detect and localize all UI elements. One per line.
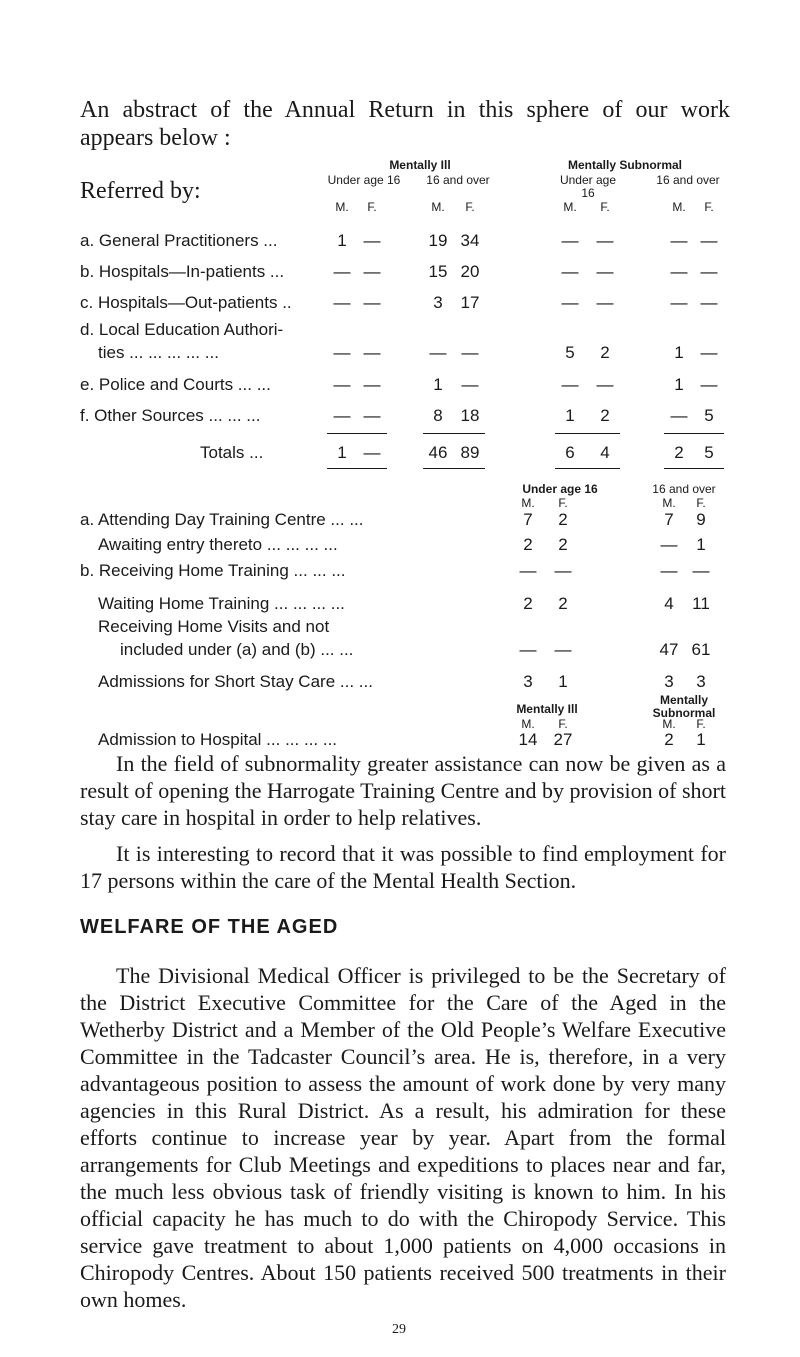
table-cell: — xyxy=(461,375,479,394)
m-label: M. xyxy=(563,200,577,214)
section-heading: WELFARE OF THE AGED xyxy=(80,916,339,938)
table-cell: 5 xyxy=(704,406,714,425)
m-label: M. xyxy=(672,200,686,214)
table-cell: 1 xyxy=(558,672,568,691)
table-cell: 7 xyxy=(664,510,674,529)
table-cell: 2 xyxy=(674,443,684,462)
m-label: M. xyxy=(335,200,349,214)
col-header-under16: Under age 16 xyxy=(522,482,598,496)
table-cell: — xyxy=(660,535,678,554)
table-cell: — xyxy=(363,443,381,462)
table-cell: — xyxy=(363,231,381,250)
table-row-label: b. Hospitals—In-patients ... xyxy=(80,262,285,281)
table-cell: — xyxy=(363,375,381,394)
table-cell: 15 xyxy=(428,262,448,281)
table-cell: — xyxy=(561,262,579,281)
table-cell: 20 xyxy=(460,262,480,281)
table-cell: — xyxy=(700,293,718,312)
table-cell: — xyxy=(670,406,688,425)
table-cell: 1 xyxy=(337,231,347,250)
table-cell: — xyxy=(363,406,381,425)
page-number: 29 xyxy=(392,1322,406,1337)
total-rule xyxy=(555,468,620,469)
table-cell: 19 xyxy=(428,231,448,250)
table-cell: 1 xyxy=(433,375,443,394)
table-cell: — xyxy=(363,293,381,312)
referred-label: Referred by: xyxy=(80,178,201,204)
table-cell: — xyxy=(670,262,688,281)
table-cell: 89 xyxy=(460,443,480,462)
table-row-label: f. Other Sources ... ... ... xyxy=(80,406,261,425)
f-label: F. xyxy=(704,200,714,214)
table-cell: 5 xyxy=(565,343,575,362)
intro-text: An abstract of the Annual Return in this sphere of our work appears below : xyxy=(80,97,730,151)
f-label: F. xyxy=(558,496,568,510)
table-cell: 27 xyxy=(553,730,573,749)
table-cell: 4 xyxy=(664,594,674,613)
table-row-label: c. Hospitals—Out-patients .. xyxy=(80,293,292,312)
table-cell: 1 xyxy=(337,443,347,462)
table-row-label: d. Local Education Authori- xyxy=(80,320,284,339)
hospital-header-subnormal: Mentally Subnormal xyxy=(652,693,716,720)
table-cell: — xyxy=(596,231,614,250)
table-cell: — xyxy=(519,640,537,659)
total-rule xyxy=(327,433,387,434)
table-cell: 3 xyxy=(664,672,674,691)
table-cell: — xyxy=(700,262,718,281)
total-rule xyxy=(664,433,724,434)
table-row-label: e. Police and Courts ... ... xyxy=(80,375,271,394)
table-cell: 2 xyxy=(523,594,533,613)
m-label: M. xyxy=(662,496,676,510)
table-cell: 1 xyxy=(696,535,706,554)
table-cell: 3 xyxy=(523,672,533,691)
table-cell: 8 xyxy=(433,406,443,425)
table-cell: 1 xyxy=(565,406,575,425)
table-row-label: Awaiting entry thereto ... ... ... ... xyxy=(98,535,338,554)
table-cell: — xyxy=(670,293,688,312)
table-cell: 18 xyxy=(460,406,480,425)
table-cell: 47 xyxy=(659,640,679,659)
table-cell: 61 xyxy=(691,640,711,659)
col-header-sub-16over: 16 and over xyxy=(656,173,720,187)
table-row-label-cont: ties ... ... ... ... ... xyxy=(98,343,219,362)
table-row-label: a. Attending Day Training Centre ... ... xyxy=(80,510,364,529)
hospital-row-label: Admission to Hospital ... ... ... ... xyxy=(98,730,338,749)
section-paragraph: The Divisional Medical Officer is privileged to be the Secretary of the District Executive Committee for the Care of the Aged in the Wetherby District and a Member of the Old People’s Welfare Executive Committee in the Tadcaster Council’s area. He is, therefore, in a very advantageous position to assess the amount of work done by very many agencies in this Rural District. As a result, his admiration for these efforts continue to increase year by year. Apart from the formal arrangements for Club Meetings and expeditions to places near and far, the much less obvious task of friendly visiting is known to him. In his official capacity he has much to do with the Chiropody Service. This service gave treatment to about 1,000 patients on 4,000 occasions in Chiropody Centres. About 150 patients received 500 treatments in their own homes. xyxy=(80,963,726,1312)
col-header-16over: 16 and over xyxy=(652,482,716,496)
table-cell: 1 xyxy=(674,375,684,394)
total-rule xyxy=(423,433,485,434)
table-cell: — xyxy=(700,231,718,250)
table-cell: — xyxy=(333,343,351,362)
table-cell: — xyxy=(461,343,479,362)
table-cell: 2 xyxy=(558,535,568,554)
table-cell: 14 xyxy=(518,730,538,749)
table-cell: — xyxy=(561,293,579,312)
table-cell: — xyxy=(554,640,572,659)
table-cell: — xyxy=(333,262,351,281)
table-cell: — xyxy=(660,561,678,580)
table-cell: — xyxy=(333,293,351,312)
table-cell: 6 xyxy=(565,443,575,462)
table-cell: — xyxy=(700,375,718,394)
total-rule xyxy=(555,433,620,434)
group-header-subnormal: Mentally Subnormal xyxy=(567,158,683,172)
table-cell: — xyxy=(363,262,381,281)
table-cell: 46 xyxy=(428,443,448,462)
table-row-label: b. Receiving Home Training ... ... ... xyxy=(80,561,346,580)
table-cell: 2 xyxy=(600,343,610,362)
table-row-label: Receiving Home Visits and not xyxy=(98,617,330,636)
col-header-sub-under16: Under age 16 xyxy=(559,173,617,200)
table-cell: — xyxy=(670,231,688,250)
col-header-ill-16over: 16 and over xyxy=(426,173,490,187)
table-cell: 11 xyxy=(692,594,710,613)
table-cell: — xyxy=(561,375,579,394)
table-cell: — xyxy=(519,561,537,580)
hospital-header-ill: Mentally Ill xyxy=(516,702,578,716)
table-row-label: Admissions for Short Stay Care ... ... xyxy=(98,672,373,691)
table-cell: — xyxy=(429,343,447,362)
m-label: M. xyxy=(521,717,535,731)
table-row-label: a. General Practitioners ... xyxy=(80,231,278,250)
table-cell: 2 xyxy=(558,594,568,613)
table-cell: — xyxy=(700,343,718,362)
table-cell: — xyxy=(596,262,614,281)
table-cell: 1 xyxy=(696,730,706,749)
group-header-ill: Mentally Ill xyxy=(389,158,451,172)
paragraph: It is interesting to record that it was possible to find employment for 17 persons within the care of the Mental Health Section. xyxy=(80,841,726,893)
total-rule xyxy=(664,468,724,469)
f-label: F. xyxy=(367,200,377,214)
table-cell: 3 xyxy=(433,293,443,312)
table-cell: 34 xyxy=(460,231,480,250)
table-cell: 5 xyxy=(704,443,714,462)
f-label: F. xyxy=(696,717,706,731)
table-cell: — xyxy=(692,561,710,580)
f-label: F. xyxy=(558,717,568,731)
table-cell: — xyxy=(333,375,351,394)
col-header-ill-under16: Under age 16 xyxy=(327,173,401,187)
table-cell: — xyxy=(596,375,614,394)
table-cell: 2 xyxy=(523,535,533,554)
table-cell: 9 xyxy=(696,510,706,529)
f-label: F. xyxy=(600,200,610,214)
table-cell: — xyxy=(561,231,579,250)
table-cell: 1 xyxy=(674,343,684,362)
m-label: M. xyxy=(431,200,445,214)
paragraph: In the field of subnormality greater assistance can now be given as a result of opening the Harrogate Training Centre and by provision of short stay care in hospital in order to help relatives. xyxy=(80,751,726,830)
table-cell: 4 xyxy=(600,443,610,462)
table-cell: 7 xyxy=(523,510,533,529)
m-label: M. xyxy=(521,496,535,510)
total-rule xyxy=(423,468,485,469)
f-label: F. xyxy=(696,496,706,510)
table-cell: — xyxy=(363,343,381,362)
table-row-label: Waiting Home Training ... ... ... ... xyxy=(98,594,345,613)
table-cell: — xyxy=(554,561,572,580)
table-cell: — xyxy=(333,406,351,425)
table-cell: — xyxy=(596,293,614,312)
table-cell: 17 xyxy=(460,293,480,312)
table-cell: 2 xyxy=(600,406,610,425)
m-label: M. xyxy=(662,717,676,731)
table-cell: 2 xyxy=(558,510,568,529)
total-rule xyxy=(327,468,387,469)
table-cell: 2 xyxy=(664,730,674,749)
totals-label: Totals ... xyxy=(200,443,264,462)
table-cell: 3 xyxy=(696,672,706,691)
table-row-label-cont: included under (a) and (b) ... ... xyxy=(120,640,354,659)
f-label: F. xyxy=(465,200,475,214)
